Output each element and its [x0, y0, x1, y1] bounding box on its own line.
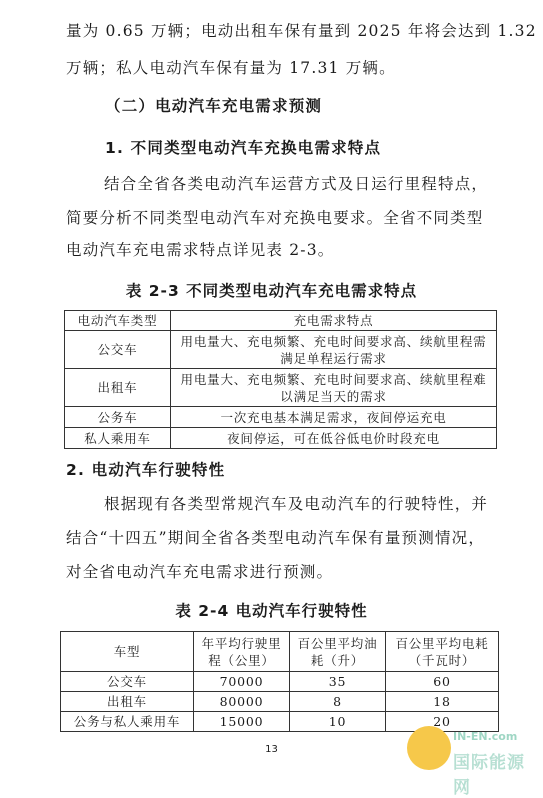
- table1-cell-demand: 用电量大、充电频繁、充电时间要求高、续航里程需满足单程运行需求: [171, 331, 497, 369]
- table2-header-vehicle: 车型: [61, 632, 194, 672]
- table1-cell-demand: 夜间停运，可在低谷低电价时段充电: [171, 428, 497, 449]
- table2-cell-vehicle: 公交车: [61, 672, 194, 692]
- table2-cell-electricity: 20: [386, 712, 499, 732]
- table1-cell-type: 公交车: [65, 331, 171, 369]
- table-row: [61, 672, 499, 692]
- table1-header-row: [65, 311, 497, 331]
- body-line-2: 万辆；私人电动汽车保有量为 17.31 万辆。: [66, 59, 396, 77]
- para1-line-2: 简要分析不同类型电动汽车对充换电要求。全省不同类型: [66, 209, 484, 227]
- sun-logo-icon: [407, 726, 451, 770]
- body-line-1: 量为 0.65 万辆；电动出租车保有量到 2025 年将会达到 1.32: [66, 22, 537, 40]
- table2-cell-mileage: 80000: [194, 692, 290, 712]
- table2-cell-vehicle: 公务与私人乘用车: [61, 712, 194, 732]
- table1-cell-type: 公务车: [65, 407, 171, 428]
- table1-cell-demand: 用电量大、充电频繁、充电时间要求高、续航里程难以满足当天的需求: [171, 369, 497, 407]
- table1-cell-demand: 一次充电基本满足需求，夜间停运充电: [171, 407, 497, 428]
- subsection-heading-2: 2. 电动汽车行驶特性: [66, 461, 226, 479]
- table1-cell-type: 私人乘用车: [65, 428, 171, 449]
- para1-line-3: 电动汽车充电需求特点详见表 2-3。: [66, 241, 335, 259]
- para2-line-3: 对全省电动汽车充电需求进行预测。: [66, 563, 334, 581]
- watermark-name: 国际能源网: [453, 753, 525, 798]
- table-2-4: [60, 631, 499, 732]
- table1-header-demand: 充电需求特点: [171, 311, 497, 331]
- table1-header-type: 电动汽车类型: [65, 311, 171, 331]
- table2-cell-electricity: 60: [386, 672, 499, 692]
- table1-cell-type: 出租车: [65, 369, 171, 407]
- table-row: [65, 407, 497, 428]
- watermark-domain: IN-EN.com: [453, 730, 518, 743]
- subsection-heading-1: 1. 不同类型电动汽车充换电需求特点: [105, 139, 382, 157]
- watermark-logo: [405, 722, 539, 798]
- table2-caption: 表 2-4 电动汽车行驶特性: [175, 602, 368, 620]
- table-row: [65, 428, 497, 449]
- para2-line-2: 结合“十四五”期间全省各类型电动汽车保有量预测情况，: [66, 529, 486, 547]
- table-row: [61, 692, 499, 712]
- table-row: [65, 331, 497, 369]
- table2-header-mileage: 年平均行驶里程（公里）: [194, 632, 290, 672]
- para1-line-1: 结合全省各类电动汽车运营方式及日运行里程特点，: [104, 175, 489, 193]
- table2-header-row: [61, 632, 499, 672]
- table2-cell-fuel: 8: [290, 692, 386, 712]
- table2-cell-mileage: 70000: [194, 672, 290, 692]
- table2-header-fuel: 百公里平均油耗（升）: [290, 632, 386, 672]
- table2-cell-mileage: 15000: [194, 712, 290, 732]
- table1-caption: 表 2-3 不同类型电动汽车充电需求特点: [125, 282, 418, 300]
- para2-line-1: 根据现有各类型常规汽车及电动汽车的行驶特性，并: [104, 495, 489, 513]
- section-heading: （二）电动汽车充电需求预测: [105, 97, 323, 115]
- table-row: [65, 369, 497, 407]
- table2-header-electricity: 百公里平均电耗（千瓦时）: [386, 632, 499, 672]
- page-number: 13: [265, 744, 278, 755]
- table2-cell-fuel: 10: [290, 712, 386, 732]
- table-2-3: [64, 310, 497, 449]
- table2-cell-vehicle: 出租车: [61, 692, 194, 712]
- table2-cell-fuel: 35: [290, 672, 386, 692]
- table2-cell-electricity: 18: [386, 692, 499, 712]
